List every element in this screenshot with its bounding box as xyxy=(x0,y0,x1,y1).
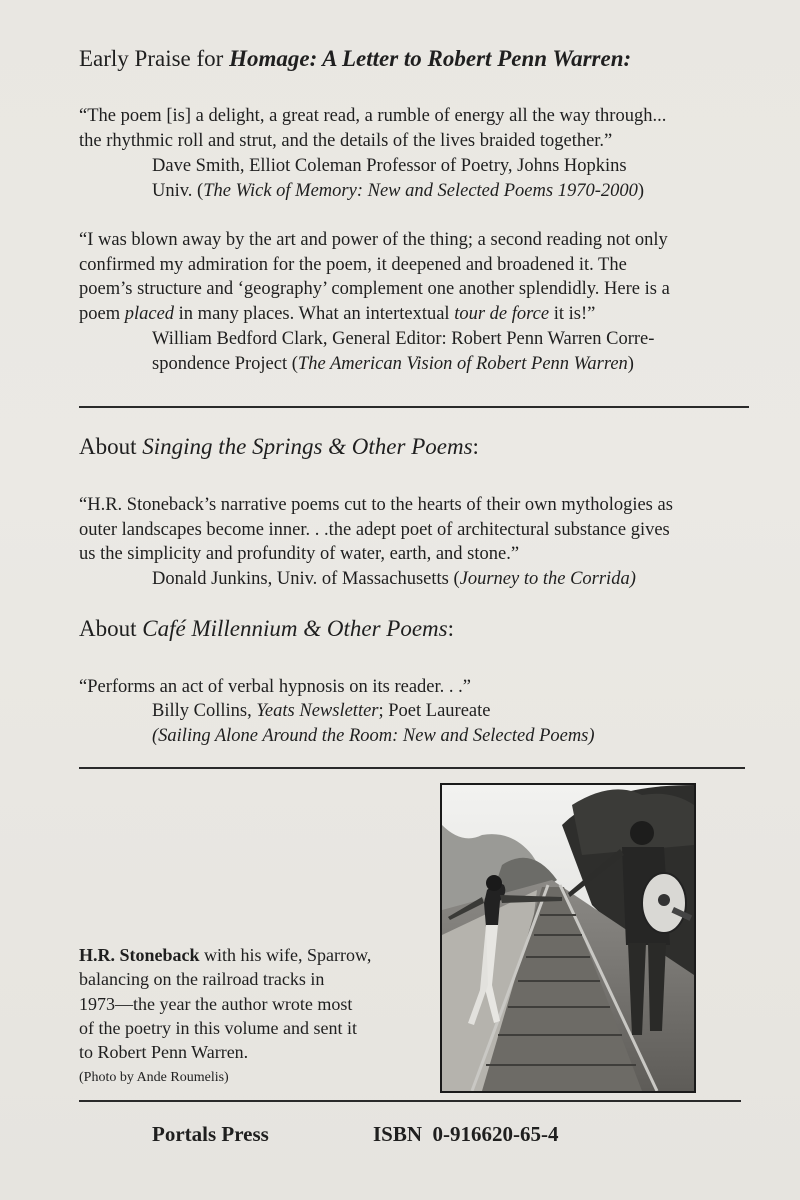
divider-3 xyxy=(79,1100,741,1102)
quote-smith: “The poem [is] a delight, a great read, a rumble of energy all the way through... the rhythmic roll and strut, and the details of the lives braided together.” xyxy=(79,106,667,151)
attribution-junkins: Donald Junkins, Univ. of Massachusetts (Journey to the Corrida) xyxy=(152,569,636,589)
publisher-name: Portals Press xyxy=(152,1122,269,1146)
photo-caption: H.R. Stoneback with his wife, Sparrow, balancing on the railroad tracks in 1973—the year the author wrote most of the poetry in this volume and sent it to Robert Penn Warren. xyxy=(79,945,372,1063)
about-springs-heading: About Singing the Springs & Other Poems: xyxy=(79,434,479,459)
about-cafe-heading: About Café Millennium & Other Poems: xyxy=(79,616,454,641)
attribution-clark: William Bedford Clark, General Editor: Robert Penn Warren Corre- spondence Project (The American Vision of Robert Penn Warren) xyxy=(152,329,655,374)
attribution-smith: Dave Smith, Elliot Coleman Professor of Poetry, Johns Hopkins Univ. (The Wick of Memory: New and Selected Poems 1970-2000) xyxy=(152,156,645,201)
quote-clark: “I was blown away by the art and power of the thing; a second reading not only confirmed my admiration for the poem, it deepened and broadened it. The poem’s structure and ‘geography’ complement one another splendidly. Here is a poem placed in many places. What an intertextual tour de force it is!” xyxy=(79,230,670,325)
quote-junkins: “H.R. Stoneback’s narrative poems cut to the hearts of their own mythologies as outer landscapes become inner. . .the adept poet of architectural substance gives us the simplicity and profundity of water, earth, and stone.” xyxy=(79,495,673,565)
photo-credit: (Photo by Ande Roumelis) xyxy=(79,1070,229,1085)
quote-collins: “Performs an act of verbal hypnosis on its reader. . .” xyxy=(79,677,471,697)
early-praise-heading: Early Praise for Homage: A Letter to Robert Penn Warren: xyxy=(79,46,632,71)
divider-2 xyxy=(79,767,745,769)
couple-railroad-photo xyxy=(440,783,696,1093)
homage-title: Homage: A Letter to Robert Penn Warren: xyxy=(229,46,632,71)
railroad-photo-illustration xyxy=(442,785,694,1091)
isbn-number: ISBN 0-916620-65-4 xyxy=(373,1122,559,1146)
author-name: H.R. Stoneback xyxy=(79,945,200,965)
attribution-collins: Billy Collins, Yeats Newsletter; Poet Laureate (Sailing Alone Around the Room: New and Selected Poems) xyxy=(152,701,595,746)
divider-1 xyxy=(79,406,749,408)
